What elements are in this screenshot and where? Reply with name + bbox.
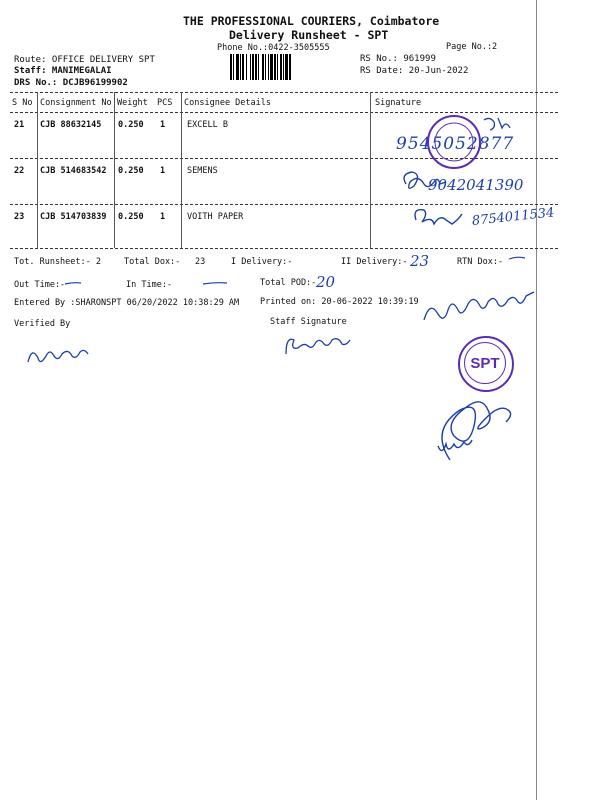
row-sno: 23 xyxy=(14,212,25,222)
row-consignment: CJB 514703839 xyxy=(40,212,107,222)
staff-signature xyxy=(282,330,362,360)
phone-number: Phone No.:0422-3505555 xyxy=(217,43,330,53)
barcode xyxy=(230,54,334,80)
tot-runsheet: Tot. Runsheet:- 2 xyxy=(14,257,101,267)
round-company-stamp xyxy=(428,116,480,168)
signature-scribble-23 xyxy=(415,210,462,224)
signature-scribble-21 xyxy=(484,118,510,130)
col-header-pcs: PCS xyxy=(157,98,173,108)
total-pod-label: Total POD:- xyxy=(260,278,317,288)
col-divider xyxy=(37,92,38,248)
row-consignment: CJB 88632145 xyxy=(40,120,102,130)
row-weight: 0.250 xyxy=(118,166,144,176)
row-consignee: VOITH PAPER xyxy=(187,212,244,222)
total-pod-value: 20 xyxy=(316,273,336,291)
col-divider xyxy=(370,92,371,248)
col-header-weight: Weight xyxy=(117,98,148,108)
row-sno: 22 xyxy=(14,166,25,176)
barcode-bar xyxy=(291,54,292,80)
staff-signature-label: Staff Signature xyxy=(270,317,347,327)
signature-scribble-22 xyxy=(404,172,446,188)
row-sno: 21 xyxy=(14,120,25,130)
signature-phone-21: 9545052877 xyxy=(396,134,515,154)
total-dox-label: Total Dox:- xyxy=(124,257,181,267)
col-divider xyxy=(114,92,115,248)
row-consignment: CJB 514683542 xyxy=(40,166,107,176)
route: Route: OFFICE DELIVERY SPT xyxy=(14,55,155,65)
table-bottom-rule xyxy=(10,248,558,249)
handwritten-signatures xyxy=(372,112,542,248)
row-consignee: EXCELL B xyxy=(187,120,228,130)
row-pcs: 1 xyxy=(160,212,166,222)
tamil-handwriting xyxy=(420,290,550,330)
row-pcs: 1 xyxy=(160,166,166,176)
ii-delivery-value: 23 xyxy=(410,252,430,270)
col-header-signature: Signature xyxy=(375,98,422,108)
staff-name: Staff: MANIMEGALAI xyxy=(14,66,112,76)
col-header-consignment: Consignment No xyxy=(40,98,112,108)
row-consignee: SEMENS xyxy=(187,166,218,176)
i-delivery-label: I Delivery:- xyxy=(231,257,293,267)
ii-delivery-label: II Delivery:- xyxy=(341,257,408,267)
page-number: Page No.:2 xyxy=(446,42,498,52)
in-time-label: In Time:- xyxy=(126,280,173,290)
out-time-dash xyxy=(64,279,82,287)
rtn-dox-label: RTN Dox:- xyxy=(457,257,504,267)
company-title: THE PROFESSIONAL COURIERS, Coimbatore xyxy=(183,14,440,28)
row-weight: 0.250 xyxy=(118,212,144,222)
rs-date: RS Date: 20-Jun-2022 xyxy=(360,66,469,76)
runsheet-subtitle: Delivery Runsheet - SPT xyxy=(229,28,389,42)
table-top-rule xyxy=(10,92,558,93)
manager-signature xyxy=(420,380,520,470)
entered-by: Entered By :SHARONSPT 06/20/2022 10:38:29 AM xyxy=(14,298,240,308)
out-time-label: Out Time:- xyxy=(14,280,66,290)
signature-phone-23: 8754011534 xyxy=(471,205,556,229)
signature-phone-22: 9042041390 xyxy=(428,176,524,194)
in-time-dash xyxy=(202,279,228,287)
spt-stamp-text: SPT xyxy=(464,342,506,384)
verified-by-label: Verified By xyxy=(14,319,71,329)
drs-number: DRS No.: DCJB96199902 xyxy=(14,78,128,88)
col-divider xyxy=(181,92,182,248)
row-weight: 0.250 xyxy=(118,120,144,130)
total-dox-value: 23 xyxy=(195,257,206,267)
rtn-dox-dash xyxy=(508,254,526,262)
row-pcs: 1 xyxy=(160,120,166,130)
rs-number: RS No.: 961999 xyxy=(360,54,436,64)
col-header-consignee: Consignee Details xyxy=(184,98,271,108)
verifier-signature xyxy=(24,340,104,370)
printed-on: Printed on: 20-06-2022 10:39:19 xyxy=(260,297,419,307)
col-header-sno: S No xyxy=(12,98,33,108)
